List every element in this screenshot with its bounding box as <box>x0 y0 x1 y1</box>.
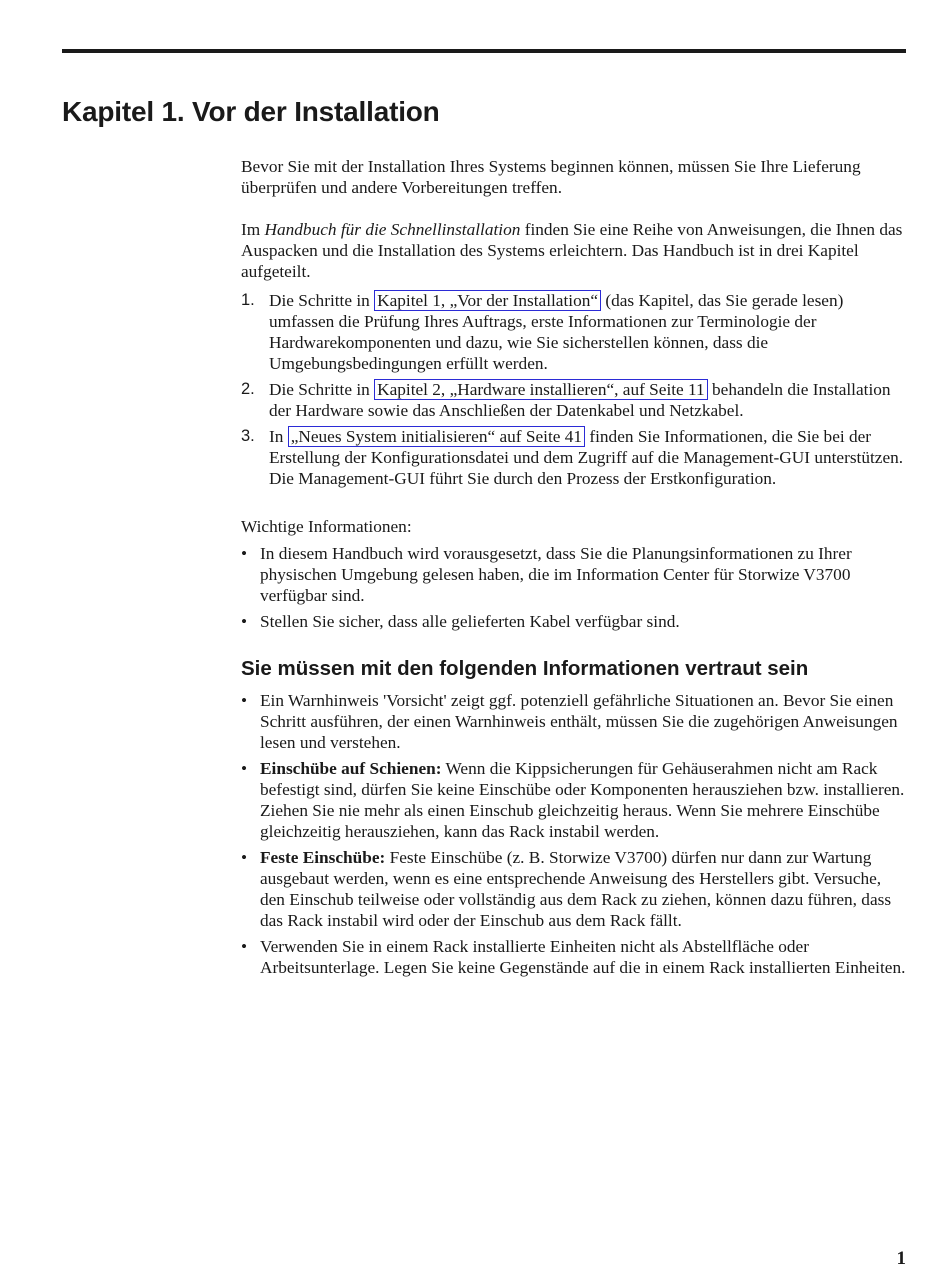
step-text-before: Die Schritte in <box>269 291 375 310</box>
steps-list <box>241 290 906 489</box>
section-item-term: Feste Einschübe: <box>260 848 386 867</box>
step-number: 1. <box>241 291 255 309</box>
intro-paragraph: Bevor Sie mit der Installation Ihres Systems beginnen können, müssen Sie Ihre Lieferung überprüfen und andere Vorbereitungen treffen. <box>241 157 861 197</box>
important-item-text: Stellen Sie sicher, dass alle gelieferten Kabel verfügbar sind. <box>260 612 680 631</box>
step-link-chapter-1[interactable]: Kapitel 1, „Vor der Installation“ <box>374 290 601 311</box>
section-item <box>241 690 906 753</box>
chapter-content <box>241 156 906 983</box>
section-item <box>241 758 906 842</box>
step-text-after: finden Sie Informationen, die Sie bei der Erstellung der Konfigurationsdatei und dem Zugriff auf die Management-GUI unterstützen. Die Management-GUI führt Sie durch den Prozess der Erstkonfiguration. <box>269 427 904 488</box>
step-item <box>241 290 906 374</box>
step-item <box>241 426 906 489</box>
section-list <box>241 690 906 978</box>
step-link-initialize-system[interactable]: „Neues System initialisieren“ auf Seite 41 <box>288 426 585 447</box>
step-link-chapter-2[interactable]: Kapitel 2, „Hardware installieren“, auf Seite 11 <box>374 379 708 400</box>
bullet-icon: • <box>241 937 248 956</box>
handbook-paragraph <box>241 219 906 282</box>
page-number: 1 <box>896 1248 906 1269</box>
section-item-text: Ein Warnhinweis 'Vorsicht' zeigt ggf. potenziell gefährliche Situationen an. Bevor Sie einen Schritt ausführen, der einen Warnhinweis enthält, müssen Sie die zugehörigen Anweisungen lesen und verstehen. <box>260 691 898 752</box>
important-item-text: In diesem Handbuch wird vorausgesetzt, dass Sie die Planungsinformationen zu Ihrer physischen Umgebung gelesen haben, die im Information Center für Storwize V3700 verfügbar sind. <box>260 544 852 605</box>
section-item-text: Verwenden Sie in einem Rack installierte Einheiten nicht als Abstellfläche oder Arbeitsunterlage. Legen Sie keine Gegenstände auf die in einem Rack installierten Einheiten. <box>260 937 906 977</box>
section-item <box>241 936 906 978</box>
step-number: 2. <box>241 380 255 398</box>
section-heading: Sie müssen mit den folgenden Informationen vertraut sein <box>241 657 809 680</box>
important-heading: Wichtige Informationen: <box>241 517 412 536</box>
step-text-after: behandeln die Installation der Hardware sowie das Anschließen der Datenkabel und Netzkabel. <box>269 380 891 420</box>
bullet-icon: • <box>241 612 248 631</box>
bullet-icon: • <box>241 759 248 778</box>
step-text-before: Die Schritte in <box>269 380 375 399</box>
section-item <box>241 847 906 931</box>
important-item <box>241 543 906 606</box>
section-item-term: Einschübe auf Schienen: <box>260 759 442 778</box>
important-list <box>241 543 906 632</box>
handbook-suffix: finden Sie eine Reihe von Anweisungen, die Ihnen das Auspacken und die Installation des Systems erleichtern. Das Handbuch ist in drei Kapitel aufgeteilt. <box>241 220 903 281</box>
bullet-icon: • <box>241 691 248 710</box>
step-text-before: In <box>269 427 288 446</box>
bullet-icon: • <box>241 848 248 867</box>
handbook-prefix: Im <box>241 220 265 239</box>
chapter-title: Kapitel 1. Vor der Installation <box>62 96 440 127</box>
step-item <box>241 379 906 421</box>
step-number: 3. <box>241 427 255 445</box>
bullet-icon: • <box>241 544 248 563</box>
section-item-text: Wenn die Kippsicherungen für Gehäuserahmen nicht am Rack befestigt sind, dürfen Sie keine Einschübe oder Komponenten herausziehen bzw. installieren. Ziehen Sie nie mehr als einen Einschub gleichzeitig heraus. Wenn Sie mehrere Einschübe gleichzeitig herausziehen, kann das Rack instabil werden. <box>260 759 905 841</box>
handbook-title: Handbuch für die Schnellinstallation <box>264 220 521 239</box>
section-item-text: Feste Einschübe (z. B. Storwize V3700) dürfen nur dann zur Wartung ausgebaut werden, wenn es eine entsprechende Anweisung des Herstellers gibt. Versuche, den Einschub teilweise oder vollständig aus dem Rack zu ziehen, können dazu führen, dass das Rack instabil wird oder der Einschub aus dem Rack fällt. <box>260 848 892 930</box>
top-rule <box>62 49 906 53</box>
important-item <box>241 611 906 632</box>
step-text-after: (das Kapitel, das Sie gerade lesen) umfassen die Prüfung Ihres Auftrags, erste Informationen zur Terminologie der Hardwarekomponenten und dazu, wie Sie sicherstellen können, dass die Umgebungsbedingungen erfüllt werden. <box>269 291 844 373</box>
